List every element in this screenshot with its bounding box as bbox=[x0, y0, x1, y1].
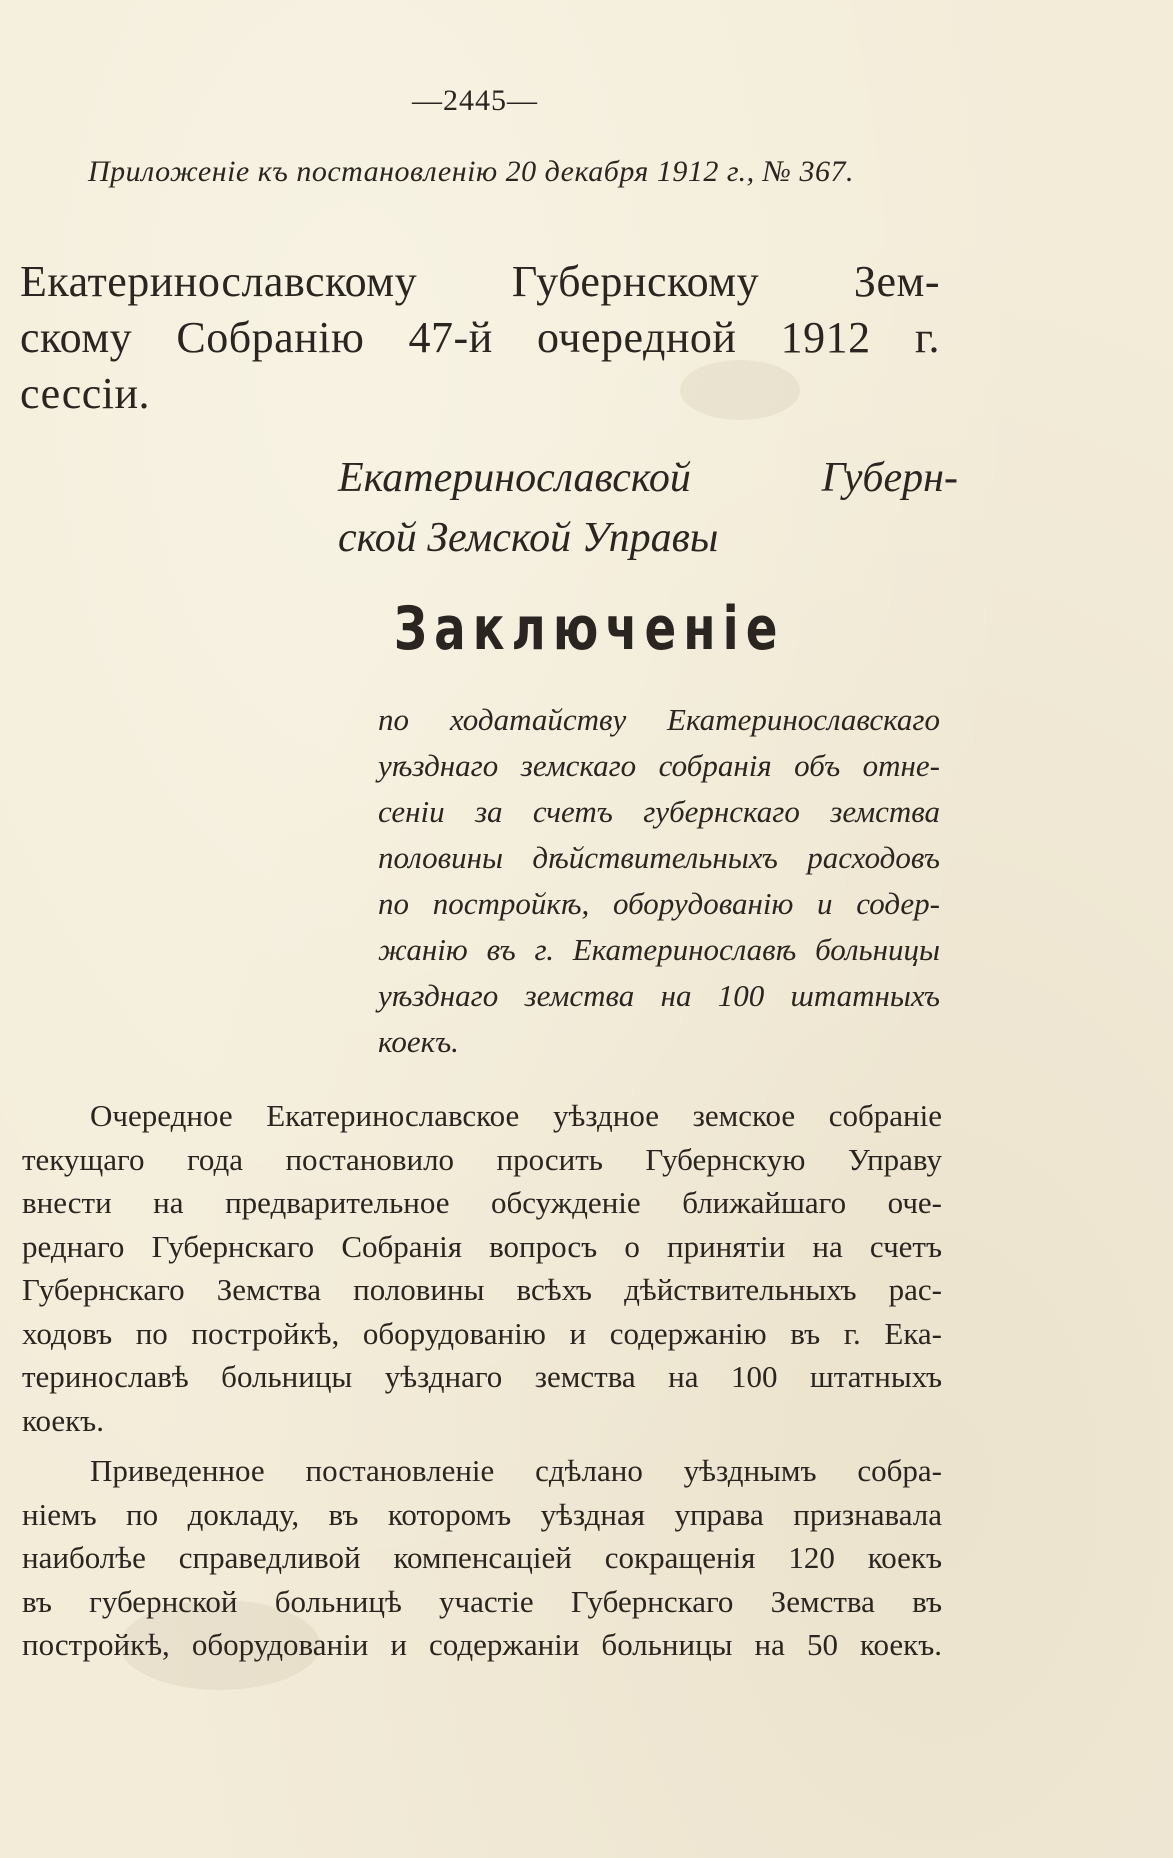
body-line: Очередное Екатеринославское уѣздное земское собранiе bbox=[90, 1098, 942, 1133]
issuer-line: ской Земской Управы bbox=[338, 515, 719, 561]
addressee-line: сессiи. bbox=[20, 369, 151, 418]
addressee-line: скому Собранiю 47-й очередной 1912 г. bbox=[20, 313, 940, 362]
subject-line: жанiю въ г. Екатеринославѣ больницы bbox=[378, 932, 940, 967]
body-line: Приведенное постановленiе сдѣлано уѣзднымъ собра- bbox=[90, 1453, 942, 1488]
body-line: реднаго Губернскаго Собранiя вопросъ о принятiи на счетъ bbox=[22, 1228, 943, 1264]
body-line: Губернскаго Земства половины всѣхъ дѣйствительныхъ рас- bbox=[22, 1272, 942, 1307]
body-line: наиболѣе справедливой компенсацiей сокращенiя 120 коекъ bbox=[22, 1540, 942, 1575]
addressee-line: Екатеринославскому Губернскому Зем- bbox=[20, 257, 940, 306]
page-number: —2445— bbox=[412, 84, 538, 117]
appendix-note: Приложенiе къ постановленiю 20 декабря 1912 г., № 367. bbox=[88, 155, 854, 188]
subject-line: половины дѣйствительныхъ расходовъ bbox=[378, 840, 940, 875]
body-line: ходовъ по постройкѣ, оборудованiю и содержанiю въ г. Ека- bbox=[22, 1315, 942, 1351]
subject-line: уѣзднаго земства на 100 штатныхъ bbox=[378, 978, 940, 1013]
body-line: внести на предварительное обсужденiе ближайшаго оче- bbox=[22, 1185, 942, 1220]
issuer-line: Екатеринославской Губерн- bbox=[338, 455, 958, 501]
body-paragraph bbox=[22, 1094, 942, 1442]
subject-line: уѣзднаго земскаго собранiя объ отне- bbox=[378, 748, 940, 783]
issuer-heading bbox=[338, 448, 958, 568]
subject-line: коекъ. bbox=[378, 1024, 459, 1059]
body-line: текущаго года постановило просить Губернскую Управу bbox=[22, 1141, 942, 1177]
body-line: теринославѣ больницы уѣзднаго земства на 100 штатныхъ bbox=[22, 1359, 942, 1394]
addressee-heading bbox=[20, 254, 940, 422]
body-text bbox=[22, 1094, 942, 1674]
subject-block bbox=[378, 697, 940, 1065]
body-line: постройкѣ, оборудованiи и содержанiи больницы на 50 коекъ. bbox=[22, 1627, 942, 1662]
document-title: Заключенiе bbox=[393, 594, 785, 664]
body-paragraph bbox=[22, 1449, 942, 1667]
subject-line: по ходатайству Екатеринославскаго bbox=[378, 702, 940, 737]
subject-line: по постройкѣ, оборудованiю и содер- bbox=[378, 886, 940, 921]
body-line: въ губернской больницѣ участiе Губернскаго Земства въ bbox=[22, 1583, 942, 1619]
subject-line: сенiи за счетъ губернскаго земства bbox=[378, 794, 940, 829]
body-line: коекъ. bbox=[22, 1402, 104, 1438]
body-line: нiемъ по докладу, въ которомъ уѣздная управа признавала bbox=[22, 1496, 942, 1532]
